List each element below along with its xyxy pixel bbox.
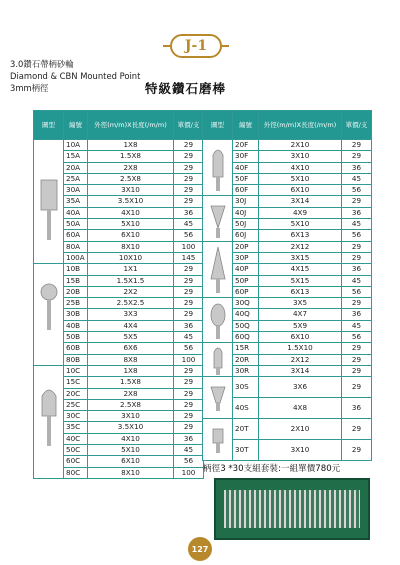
cell-code: 40F <box>233 162 259 173</box>
cell-code: 50B <box>64 332 88 343</box>
table-row <box>34 264 204 275</box>
cell-price: 29 <box>174 264 204 275</box>
cell-price: 29 <box>174 275 204 286</box>
cell-code: 50F <box>233 173 259 184</box>
col-header-price: 單價/支 <box>174 111 204 140</box>
cell-price: 100 <box>174 241 204 252</box>
col-header-code: 編號 <box>64 111 88 140</box>
cell-price: 36 <box>174 433 204 444</box>
cell-size: 4X7 <box>259 309 342 320</box>
cell-price: 29 <box>342 365 372 376</box>
cell-size: 2X8 <box>88 162 174 173</box>
cell-size: 5X10 <box>88 445 174 456</box>
cell-price: 45 <box>174 445 204 456</box>
cell-price: 29 <box>174 388 204 399</box>
cell-price: 56 <box>174 343 204 354</box>
cell-size: 5X5 <box>88 332 174 343</box>
inverted-cone-shape-icon <box>203 377 233 419</box>
round-nose-cylinder-icon <box>34 365 64 478</box>
cell-size: 8X8 <box>88 354 174 365</box>
title-english: Diamond & CBN Mounted Point <box>10 71 141 81</box>
cell-size: 4X15 <box>259 264 342 275</box>
cell-price: 36 <box>342 207 372 218</box>
cell-code: 20R <box>233 354 259 365</box>
cell-code: 60J <box>233 230 259 241</box>
cell-size: 6X6 <box>88 343 174 354</box>
cell-size: 5X15 <box>259 275 342 286</box>
cell-price: 100 <box>174 467 204 478</box>
cell-price: 29 <box>174 422 204 433</box>
cell-size: 4X10 <box>88 433 174 444</box>
cell-size: 3X10 <box>259 440 342 461</box>
cell-code: 25A <box>64 173 88 184</box>
cell-size: 2X8 <box>88 388 174 399</box>
cell-code: 60F <box>233 185 259 196</box>
cell-code: 80B <box>64 354 88 365</box>
cell-price: 29 <box>174 399 204 410</box>
col-header-code: 編號 <box>233 111 259 140</box>
cell-price: 56 <box>342 332 372 343</box>
cell-size: 2X12 <box>259 241 342 252</box>
col-header-shape: 圖型 <box>34 111 64 140</box>
cell-code: 30A <box>64 185 88 196</box>
cell-price: 29 <box>342 343 372 354</box>
cell-price: 29 <box>342 151 372 162</box>
cell-code: 80A <box>64 241 88 252</box>
cone-shape-icon <box>203 241 233 297</box>
cell-size: 10X10 <box>88 252 174 263</box>
cell-price: 45 <box>342 219 372 230</box>
brand-logo <box>170 34 222 58</box>
cell-code: 15A <box>64 151 88 162</box>
cell-code: 10B <box>64 264 88 275</box>
cell-size: 3.5X10 <box>88 422 174 433</box>
cell-code: 40P <box>233 264 259 275</box>
cell-size: 1.5X8 <box>88 151 174 162</box>
cell-size: 3X10 <box>88 411 174 422</box>
cell-code: 40C <box>64 433 88 444</box>
cell-price: 29 <box>174 286 204 297</box>
product-set-photo <box>214 478 370 540</box>
cell-code: 100A <box>64 252 88 263</box>
title-chinese: 3.0鑽石帶柄砂輪 <box>10 59 74 69</box>
cell-size: 5X9 <box>259 320 342 331</box>
cell-code: 60A <box>64 230 88 241</box>
left-price-table <box>33 110 204 479</box>
cell-price: 56 <box>174 230 204 241</box>
cell-code: 40Q <box>233 309 259 320</box>
cell-price: 100 <box>174 354 204 365</box>
cell-size: 5X10 <box>259 219 342 230</box>
cell-size: 3X14 <box>259 196 342 207</box>
cell-price: 36 <box>342 162 372 173</box>
flame-shape-icon <box>203 343 233 377</box>
cell-code: 35A <box>64 196 88 207</box>
cell-size: 2X10 <box>259 419 342 440</box>
cell-code: 35C <box>64 422 88 433</box>
cell-size: 3X6 <box>259 377 342 398</box>
col-header-shape: 圖型 <box>203 111 233 140</box>
cell-size: 1X8 <box>88 365 174 376</box>
cell-size: 4X4 <box>88 320 174 331</box>
cell-code: 30J <box>233 196 259 207</box>
cell-size: 6X13 <box>259 230 342 241</box>
page-number: 127 <box>188 537 212 561</box>
cell-code: 25B <box>64 298 88 309</box>
cell-size: 3.5X10 <box>88 196 174 207</box>
right-price-table <box>202 110 372 461</box>
cell-price: 29 <box>174 411 204 422</box>
cell-price: 29 <box>342 196 372 207</box>
cell-price: 29 <box>174 140 204 151</box>
cell-price: 145 <box>174 252 204 263</box>
cell-price: 29 <box>174 162 204 173</box>
cell-price: 56 <box>342 185 372 196</box>
cell-code: 30T <box>233 440 259 461</box>
ball-shape-icon <box>34 264 64 366</box>
cell-size: 4X9 <box>259 207 342 218</box>
cell-code: 40J <box>233 207 259 218</box>
cell-size: 3X10 <box>259 151 342 162</box>
cell-price: 36 <box>342 309 372 320</box>
cell-code: 15R <box>233 343 259 354</box>
cell-price: 29 <box>342 377 372 398</box>
col-header-price: 單價/支 <box>342 111 372 140</box>
cell-code: 30S <box>233 377 259 398</box>
tray-tools <box>224 490 360 528</box>
cell-size: 2X10 <box>259 140 342 151</box>
cell-code: 60B <box>64 343 88 354</box>
cell-code: 20P <box>233 241 259 252</box>
cell-price: 29 <box>174 196 204 207</box>
cell-price: 29 <box>342 354 372 365</box>
cell-code: 40A <box>64 207 88 218</box>
cell-price: 29 <box>342 140 372 151</box>
cell-price: 56 <box>342 230 372 241</box>
cell-price: 29 <box>174 151 204 162</box>
cell-size: 1.5X10 <box>259 343 342 354</box>
cell-price: 45 <box>342 275 372 286</box>
table-row <box>203 140 372 151</box>
cell-size: 4X10 <box>259 162 342 173</box>
cell-size: 2X12 <box>259 354 342 365</box>
cell-size: 8X10 <box>88 241 174 252</box>
cell-code: 50Q <box>233 320 259 331</box>
cell-code: 30P <box>233 252 259 263</box>
cylinder-shape-icon <box>34 140 64 264</box>
cell-code: 15B <box>64 275 88 286</box>
cell-code: 30F <box>233 151 259 162</box>
cell-size: 3X5 <box>259 298 342 309</box>
cell-size: 3X14 <box>259 365 342 376</box>
cell-code: 50P <box>233 275 259 286</box>
cell-size: 6X10 <box>259 332 342 343</box>
cell-code: 10C <box>64 365 88 376</box>
cell-size: 3X15 <box>259 252 342 263</box>
cell-price: 29 <box>342 252 372 263</box>
cell-price: 29 <box>174 173 204 184</box>
cell-price: 36 <box>342 398 372 419</box>
table-row <box>34 365 204 376</box>
cell-size: 1.5X1.5 <box>88 275 174 286</box>
table-row <box>203 298 372 309</box>
cell-code: 20B <box>64 286 88 297</box>
product-title <box>10 58 140 94</box>
cell-code: 30C <box>64 411 88 422</box>
table-row <box>34 140 204 151</box>
cell-code: 50A <box>64 219 88 230</box>
cell-size: 4X8 <box>259 398 342 419</box>
cell-code: 80C <box>64 467 88 478</box>
cell-size: 5X10 <box>88 219 174 230</box>
cell-price: 29 <box>174 365 204 376</box>
cell-size: 6X10 <box>88 230 174 241</box>
cell-size: 2.5X8 <box>88 399 174 410</box>
cell-size: 5X10 <box>259 173 342 184</box>
cell-code: 40B <box>64 320 88 331</box>
cell-price: 29 <box>342 298 372 309</box>
cell-code: 15C <box>64 377 88 388</box>
title-shank: 3mm柄徑 <box>10 83 49 93</box>
table-row <box>203 377 372 398</box>
cell-size: 8X10 <box>88 467 174 478</box>
col-header-size: 外徑(m/m)X長度(/m/m) <box>259 111 342 140</box>
cell-code: 30Q <box>233 298 259 309</box>
cell-code: 60C <box>64 456 88 467</box>
cell-size: 2.5X8 <box>88 173 174 184</box>
cell-size: 4X10 <box>88 207 174 218</box>
cell-price: 29 <box>174 185 204 196</box>
cell-size: 2.5X2.5 <box>88 298 174 309</box>
cell-price: 29 <box>174 298 204 309</box>
cell-size: 1X8 <box>88 140 174 151</box>
cell-code: 40S <box>233 398 259 419</box>
cell-price: 36 <box>174 320 204 331</box>
bullet-shape-icon <box>203 140 233 196</box>
cell-size: 1X1 <box>88 264 174 275</box>
cell-price: 36 <box>174 207 204 218</box>
col-header-size: 外徑(m/m)X長度(/m/m) <box>88 111 174 140</box>
oval-shape-icon <box>203 298 233 343</box>
cell-code: 25C <box>64 399 88 410</box>
table-row <box>203 241 372 252</box>
cell-price: 29 <box>342 419 372 440</box>
cell-size: 6X13 <box>259 286 342 297</box>
set-note: 柄徑3 *30支組套裝:一組單價780元 <box>203 464 341 474</box>
table-row <box>203 196 372 207</box>
cell-size: 3X10 <box>88 185 174 196</box>
small-cylinder-shape-icon <box>203 419 233 461</box>
cell-size: 6X10 <box>88 456 174 467</box>
cell-price: 56 <box>174 456 204 467</box>
tree-shape-icon <box>203 196 233 241</box>
cell-price: 45 <box>342 320 372 331</box>
cell-code: 20C <box>64 388 88 399</box>
cell-price: 36 <box>342 264 372 275</box>
cell-price: 45 <box>174 219 204 230</box>
table-row <box>203 419 372 440</box>
cell-price: 29 <box>342 241 372 252</box>
cell-code: 20T <box>233 419 259 440</box>
cell-code: 30B <box>64 309 88 320</box>
cell-size: 1.5X8 <box>88 377 174 388</box>
cell-code: 30R <box>233 365 259 376</box>
table-row <box>203 343 372 354</box>
cell-price: 29 <box>342 440 372 461</box>
cell-code: 20F <box>233 140 259 151</box>
cell-size: 2X2 <box>88 286 174 297</box>
cell-code: 20A <box>64 162 88 173</box>
cell-price: 56 <box>342 286 372 297</box>
cell-code: 50C <box>64 445 88 456</box>
cell-price: 45 <box>174 332 204 343</box>
cell-size: 6X10 <box>259 185 342 196</box>
logo-text: J-1 <box>184 38 208 54</box>
cell-code: 10A <box>64 140 88 151</box>
cell-size: 3X3 <box>88 309 174 320</box>
cell-price: 45 <box>342 173 372 184</box>
cell-code: 60P <box>233 286 259 297</box>
cell-price: 29 <box>174 309 204 320</box>
cell-code: 60Q <box>233 332 259 343</box>
section-subtitle: 特級鑽石磨棒 <box>145 81 227 96</box>
cell-price: 29 <box>174 377 204 388</box>
cell-code: 50J <box>233 219 259 230</box>
